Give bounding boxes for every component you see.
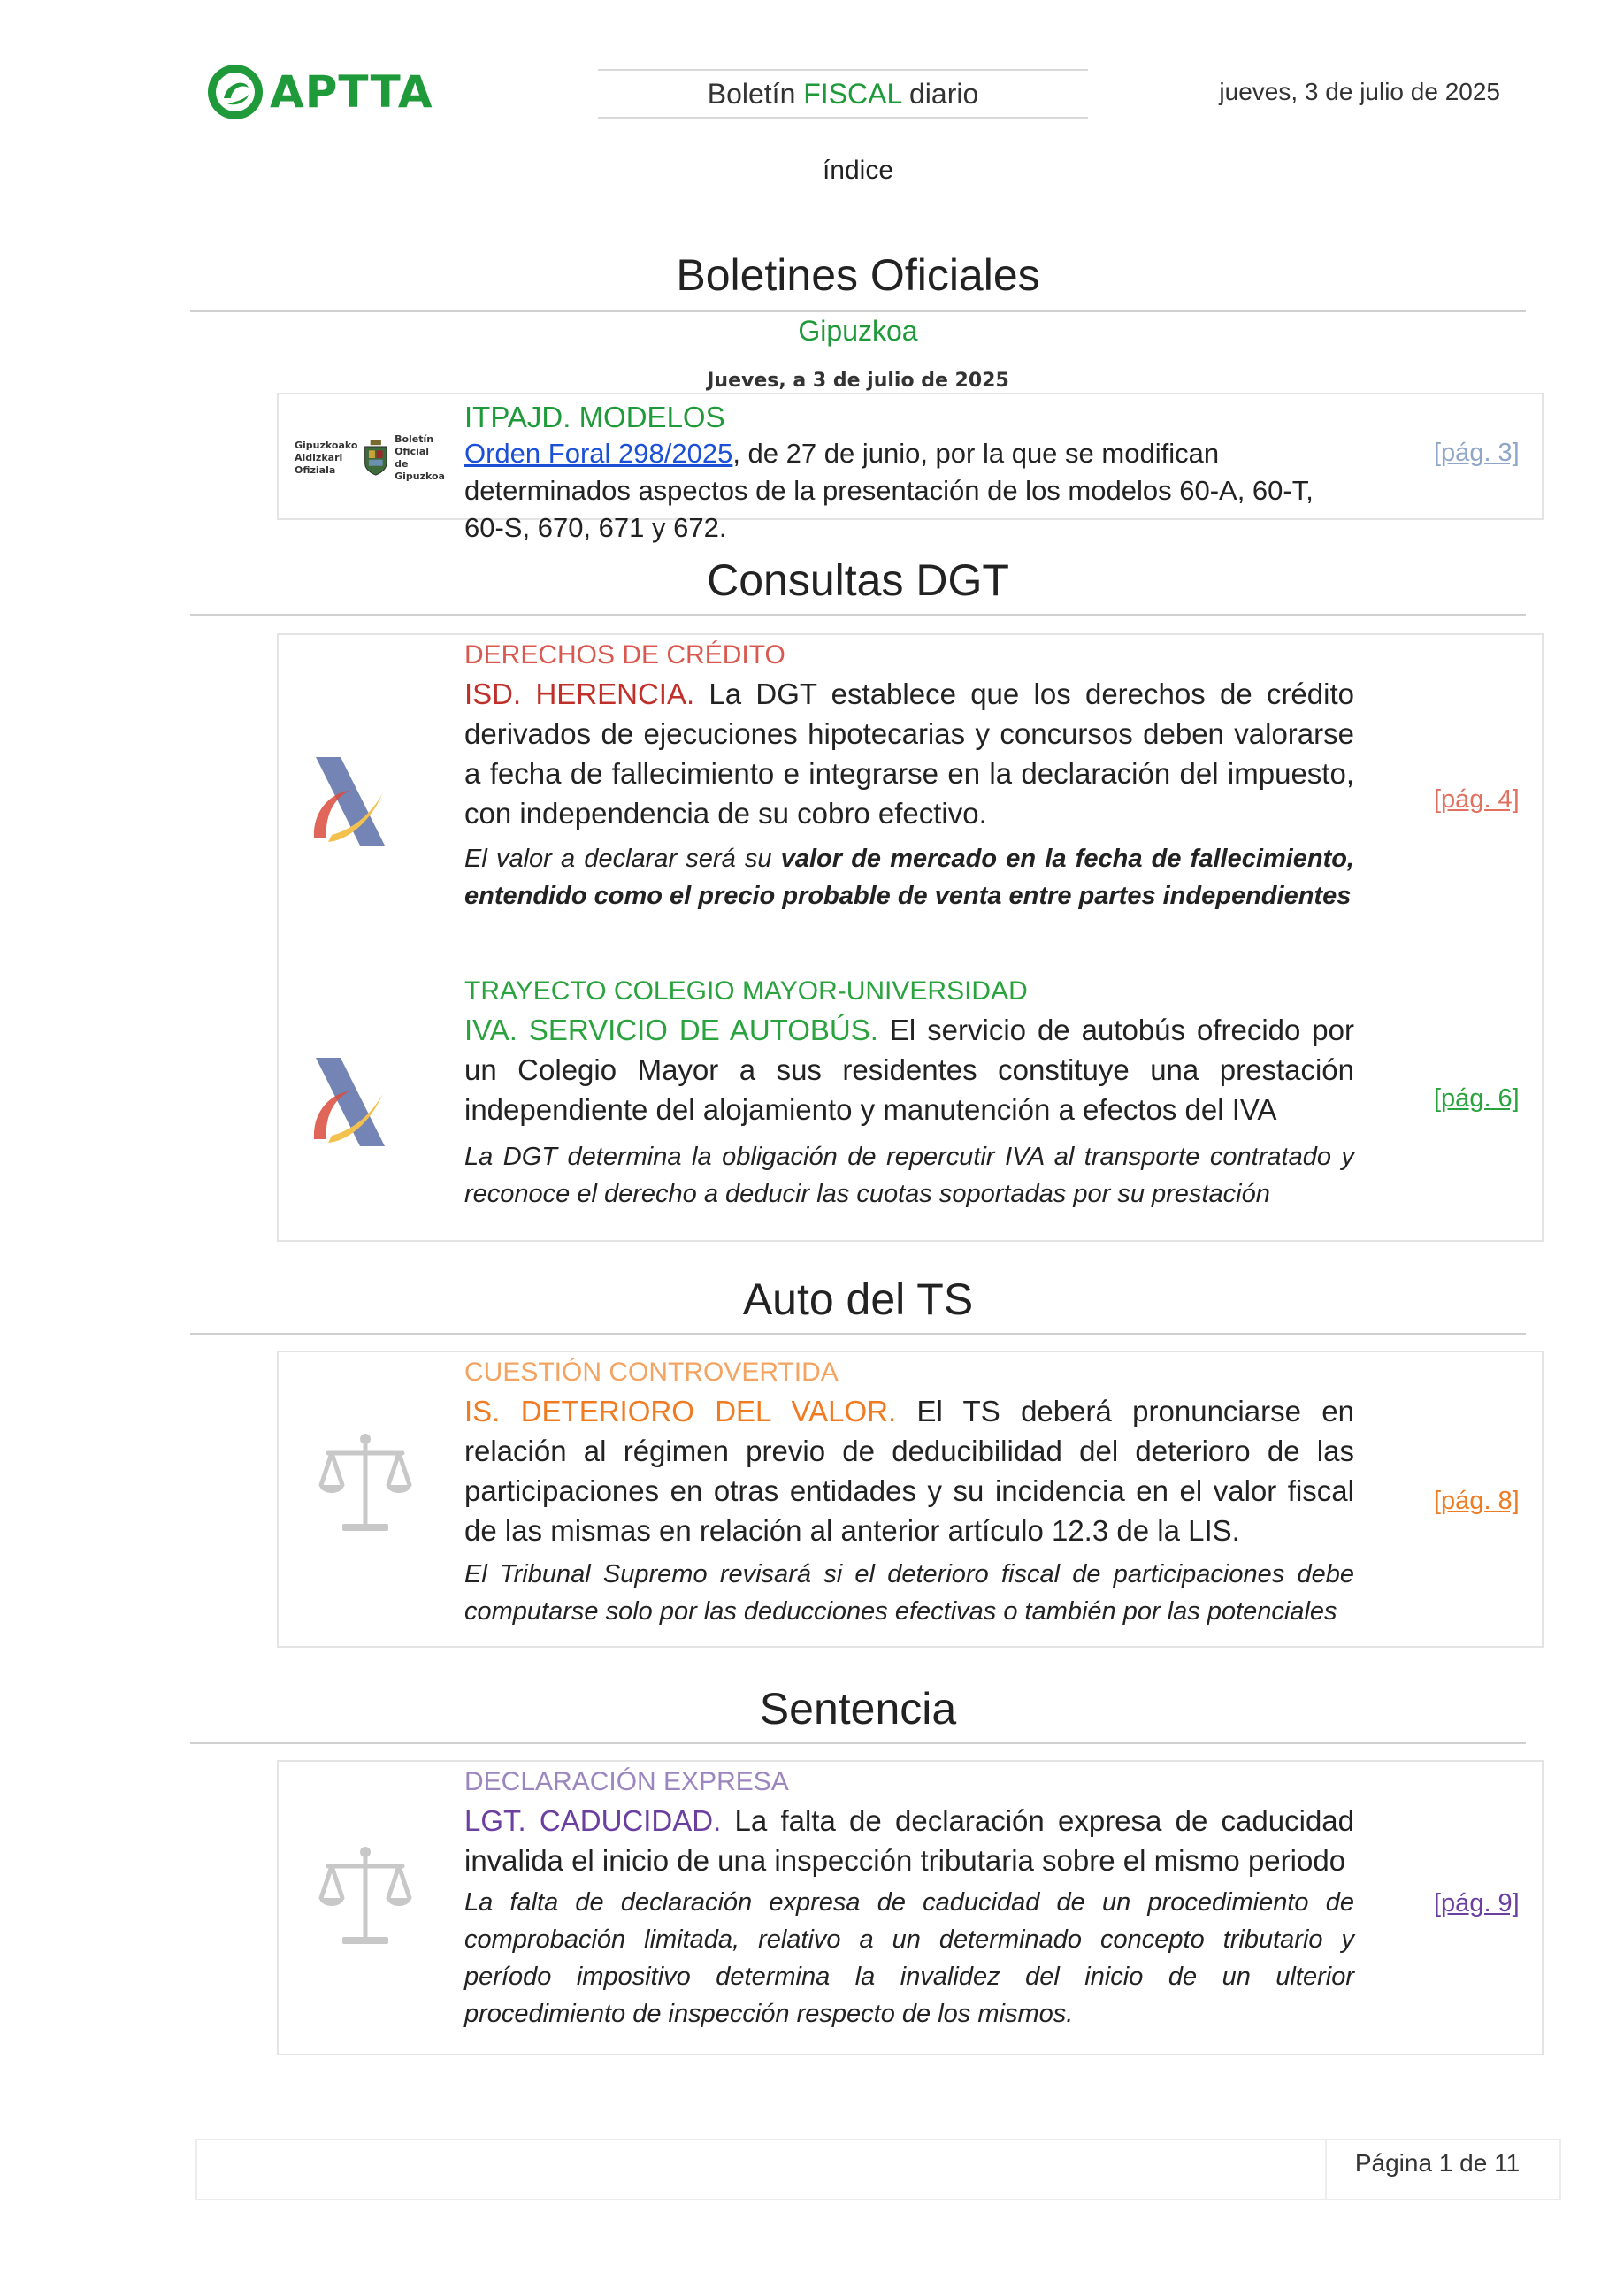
card-sentencia: [277, 1760, 1544, 2055]
logo-right-line: Gipuzkoa: [395, 471, 445, 482]
aptta-logo: [206, 60, 454, 124]
scales-of-justice-icon: [316, 1430, 415, 1536]
logo-text: APTTA: [270, 66, 433, 118]
item-summary: [464, 840, 1354, 915]
orden-foral-link[interactable]: Orden Foral 298/2025: [464, 438, 733, 469]
item-summary: La DGT determina la obligación de repercutir IVA al transporte contratado y reconoce el derecho a deducir las cuotas soportadas por su prestación: [464, 1143, 1354, 1208]
section-divider-boletines: [190, 310, 1526, 312]
boletin-item-content: [464, 400, 1358, 547]
section-title-dgt: Consultas DGT: [707, 555, 1009, 605]
agencia-tributaria-icon: [296, 1058, 394, 1146]
item-lead: ISD. HERENCIA.: [464, 677, 695, 710]
item-body: La falta de declaración expresa de caducidad invalida el inicio de una inspección tributaria sobre el mismo periodo: [464, 1804, 1354, 1877]
item-category: CUESTIÓN CONTROVERTIDA: [464, 1358, 839, 1387]
agencia-tributaria-icon: [296, 757, 394, 846]
item-text: [464, 674, 1354, 833]
item-lead: IS. DETERIORO DEL VALOR.: [464, 1395, 897, 1427]
gipuzkoa-logo-left: [295, 440, 357, 477]
item-summary: El Tribunal Supremo revisará si el deterioro fiscal de participaciones debe computarse solo por las deducciones efectivas o también por las potenciales: [464, 1560, 1354, 1626]
page-ref-link[interactable]: [pág. 6]: [1434, 1084, 1520, 1113]
card-boletin-gipuzkoa: [277, 393, 1544, 543]
aptta-logo-icon: [206, 63, 264, 121]
dgt-item-2: [464, 975, 1354, 1213]
section-divider-auto: [190, 1333, 1526, 1335]
item-text: [464, 435, 1358, 547]
item-lead: IVA. SERVICIO DE AUTOBÚS.: [464, 1014, 878, 1046]
logo-left-line: Ofiziala: [295, 464, 336, 476]
section-divider-dgt: [190, 614, 1526, 616]
card-auto-ts: [277, 1351, 1544, 1648]
boletin-fiscal: FISCAL: [803, 78, 902, 110]
logo-right-line: Boletín: [395, 433, 434, 445]
page-ref-link[interactable]: [pág. 9]: [1434, 1889, 1520, 1917]
boletin-date-line: Jueves, a 3 de julio de 2025: [707, 370, 1009, 392]
section-title-sentencia: Sentencia: [759, 1684, 957, 1733]
sentencia-item: [464, 1765, 1354, 2032]
item-text: [464, 1801, 1354, 1880]
boletin-prefix: Boletín: [707, 78, 804, 110]
item-lead: LGT. CADUCIDAD.: [464, 1804, 722, 1837]
auto-item: [464, 1356, 1354, 1630]
page-number: Página 1 de 11: [1354, 2149, 1521, 2177]
item-body: El TS deberá pronunciarse en relación al régimen previo de deducibilidad del deterioro de las participaciones en otras entidades y su incidencia en el valor fiscal de las mismas en relación al anterior artículo 12.3 de la LIS.: [464, 1395, 1354, 1547]
gipuzkoa-crest-icon: [363, 438, 389, 478]
region-subtitle: Gipuzkoa: [798, 315, 918, 347]
item-tag: ITPAJD. MODELOS: [464, 401, 725, 433]
item-text-rest: , de 27 de junio, por la que se modifican determinados aspectos de la presentación de los modelos 60-A, 60-T, 60-S, 670, 671 y 672.: [464, 438, 1314, 543]
boletin-suffix: diario: [901, 78, 979, 110]
gipuzkoa-logo: [295, 433, 445, 483]
section-title-auto: Auto del TS: [742, 1274, 974, 1324]
item-body: El servicio de autobús ofrecido por un Colegio Mayor a sus residentes constituye una prestación independiente del alojamiento y manutención a efectos del IVA: [464, 1014, 1354, 1126]
item-summary-plain: El valor a declarar será su: [464, 845, 781, 873]
item-text: [464, 1391, 1354, 1550]
item-summary-bold: valor de mercado en la fecha de fallecimiento, entendido como el precio probable de venta entre partes independientes: [464, 845, 1354, 910]
scales-of-justice-icon: [316, 1843, 415, 1949]
item-category: DECLARACIÓN EXPRESA: [464, 1767, 789, 1796]
page-ref-link[interactable]: [pág. 8]: [1434, 1487, 1520, 1515]
gipuzkoa-logo-right: [395, 433, 445, 483]
section-title-boletines: Boletines Oficiales: [676, 250, 1040, 300]
logo-right-line: Oficial de: [395, 446, 430, 470]
item-category: TRAYECTO COLEGIO MAYOR-UNIVERSIDAD: [464, 976, 1028, 1006]
logo-left-line: Gipuzkoako: [295, 440, 358, 451]
page-ref-link[interactable]: [pág. 4]: [1434, 785, 1520, 814]
indice-heading: índice: [822, 156, 894, 185]
section-divider-sentencia: [190, 1742, 1526, 1744]
page-ref-link[interactable]: [pág. 3]: [1434, 439, 1520, 467]
dgt-item-1: [464, 639, 1354, 915]
item-summary: La falta de declaración expresa de caducidad de un procedimiento de comprobación limitada, relativo a un determinado concepto tributario y período impositivo determina la invalidez del inicio de un ulterior procedimiento de inspección respecto de los mismos.: [464, 1888, 1354, 2028]
card-consultas-dgt: [277, 633, 1544, 1242]
boletin-title: [598, 69, 1088, 119]
item-text: [464, 1010, 1354, 1129]
item-category: DERECHOS DE CRÉDITO: [464, 640, 785, 670]
header-date: jueves, 3 de julio de 2025: [1219, 78, 1500, 105]
item-body: La DGT establece que los derechos de crédito derivados de ejecuciones hipotecarias y concursos deben valorarse a fecha de fallecimiento e integrarse en la declaración del impuesto, con independencia de su cobro efectivo.: [464, 677, 1354, 830]
logo-left-line: Aldizkari: [295, 452, 343, 463]
